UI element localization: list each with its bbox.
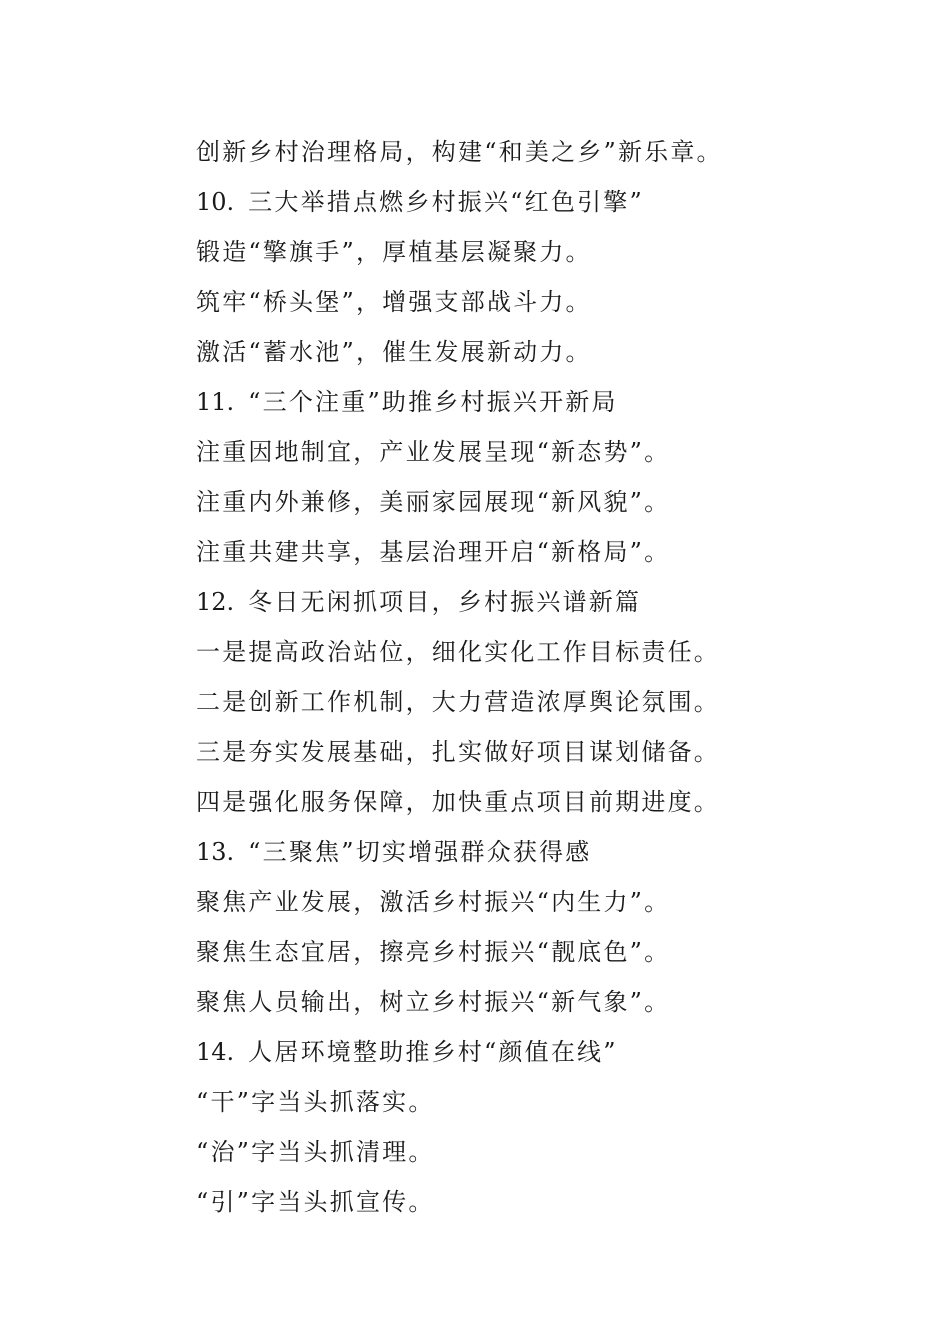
body-line: “干”字当头抓落实。 xyxy=(196,1088,435,1116)
body-line: 注重因地制宜，产业发展呈现“新态势”。 xyxy=(196,438,671,466)
section-number: 13. xyxy=(196,838,235,866)
body-line: 三是夯实发展基础，扎实做好项目谋划储备。 xyxy=(196,738,720,766)
section-heading-13 xyxy=(196,827,816,877)
body-line: 创新乡村治理格局，构建“和美之乡”新乐章。 xyxy=(196,138,723,166)
section-number: 12. xyxy=(196,588,235,616)
section-title: “三聚焦”切实增强群众获得感 xyxy=(248,838,592,866)
section-title: 人居环境整助推乡村“颜值在线” xyxy=(248,1038,618,1066)
body-line: 锻造“擎旗手”，厚植基层凝聚力。 xyxy=(196,238,592,266)
section-number: 11. xyxy=(196,388,235,416)
section-title: 冬日无闲抓项目，乡村振兴谱新篇 xyxy=(248,588,642,616)
body-line: 一是提高政治站位，细化实化工作目标责任。 xyxy=(196,638,720,666)
body-line: 注重共建共享，基层治理开启“新格局”。 xyxy=(196,538,671,566)
section-title: 三大举措点燃乡村振兴“红色引擎” xyxy=(248,188,644,216)
body-line: “治”字当头抓清理。 xyxy=(196,1138,435,1166)
body-line: 二是创新工作机制，大力营造浓厚舆论氛围。 xyxy=(196,688,720,716)
body-line: 激活“蓄水池”，催生发展新动力。 xyxy=(196,338,592,366)
body-line: 筑牢“桥头堡”，增强支部战斗力。 xyxy=(196,288,592,316)
section-number: 10. xyxy=(196,188,235,216)
body-line: 聚焦人员输出，树立乡村振兴“新气象”。 xyxy=(196,988,671,1016)
section-number: 14. xyxy=(196,1038,235,1066)
section-heading-10 xyxy=(196,177,816,227)
section-heading-14 xyxy=(196,1027,816,1077)
section-title: “三个注重”助推乡村振兴开新局 xyxy=(248,388,618,416)
section-heading-11 xyxy=(196,377,816,427)
body-line: “引”字当头抓宣传。 xyxy=(196,1188,435,1216)
document-body xyxy=(196,127,816,1227)
section-heading-12 xyxy=(196,577,816,627)
body-line: 聚焦产业发展，激活乡村振兴“内生力”。 xyxy=(196,888,671,916)
body-line: 注重内外兼修，美丽家园展现“新风貌”。 xyxy=(196,488,671,516)
body-line: 四是强化服务保障，加快重点项目前期进度。 xyxy=(196,788,720,816)
body-line: 聚焦生态宜居，擦亮乡村振兴“靓底色”。 xyxy=(196,938,671,966)
